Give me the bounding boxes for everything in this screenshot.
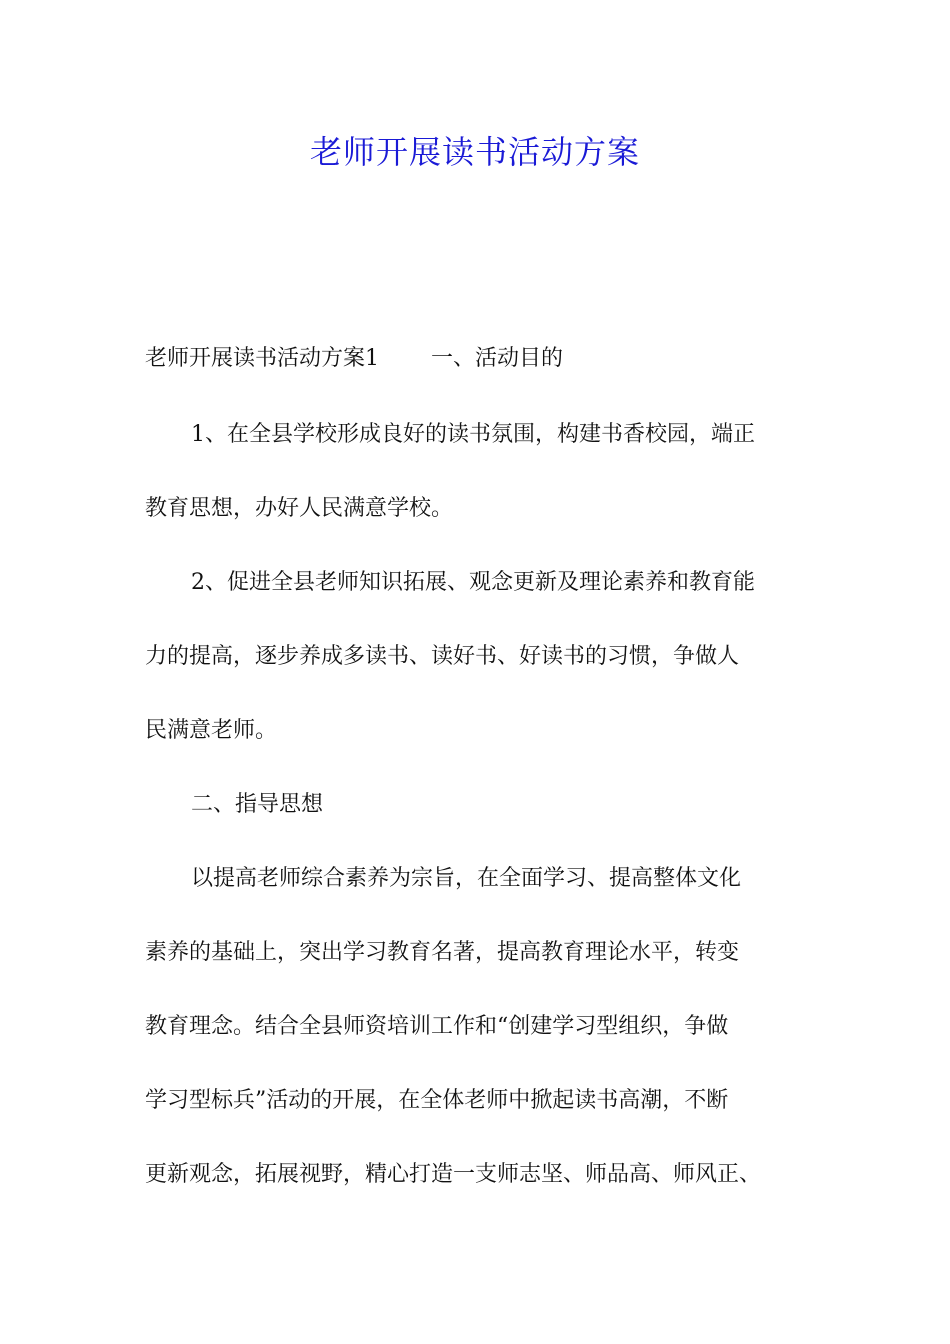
paragraph-line: 教育理念。结合全县师资培训工作和“创建学习型组织，争做 bbox=[145, 1014, 729, 1039]
paragraph-line: 力的提高，逐步养成多读书、读好书、好读书的习惯，争做人 bbox=[145, 644, 740, 669]
paragraph-line: 更新观念，拓展视野，精心打造一支师志坚、师品高、师风正、 bbox=[145, 1162, 762, 1187]
paragraph-line: 教育思想，办好人民满意学校。 bbox=[145, 496, 454, 521]
paragraph-line: 素养的基础上，突出学习教育名著，提高教育理论水平，转变 bbox=[145, 940, 740, 965]
section-heading-guiding: 二、指导思想 bbox=[191, 792, 324, 817]
paragraph-line: 民满意老师。 bbox=[145, 718, 278, 743]
paragraph-line: 以提高老师综合素养为宗旨，在全面学习、提高整体文化 bbox=[191, 866, 742, 891]
section-heading-purpose: 一、活动目的 bbox=[431, 346, 564, 371]
paragraph-line: 2、促进全县老师知识拓展、观念更新及理论素养和教育能 bbox=[191, 570, 755, 595]
heading-line bbox=[145, 343, 835, 375]
paragraph-line: 学习型标兵”活动的开展，在全体老师中掀起读书高潮，不断 bbox=[145, 1088, 729, 1113]
paragraph-line: 1、在全县学校形成良好的读书氛围，构建书香校园，端正 bbox=[191, 422, 755, 447]
plan-heading: 老师开展读书活动方案1 bbox=[145, 346, 379, 371]
document-title: 老师开展读书活动方案 bbox=[309, 133, 640, 171]
